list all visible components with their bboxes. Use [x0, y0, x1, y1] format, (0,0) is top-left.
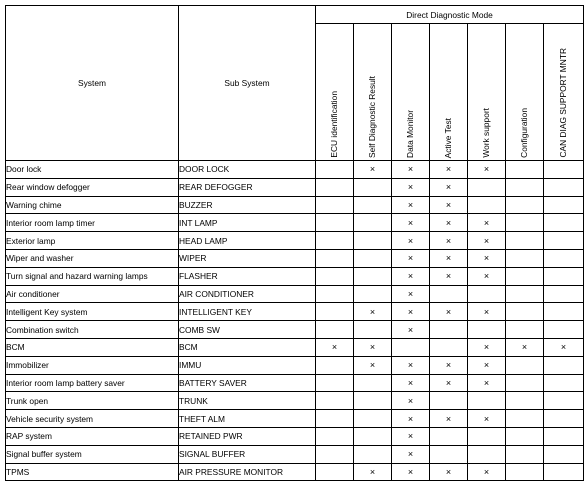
mode-mark-cell	[544, 214, 584, 232]
mode-mark-cell	[354, 410, 392, 428]
mode-mark-cell: ×	[468, 267, 506, 285]
mode-mark-cell: ×	[392, 374, 430, 392]
mode-mark-cell	[506, 303, 544, 321]
mode-mark-cell	[506, 427, 544, 445]
mode-mark-cell	[316, 374, 354, 392]
system-cell: Immobilizer	[6, 356, 179, 374]
mode-mark-cell	[316, 392, 354, 410]
table-row	[6, 392, 584, 410]
mode-header-data-monitor: Data Monitor	[392, 24, 430, 161]
mode-mark-cell: ×	[392, 321, 430, 339]
mode-mark-cell	[316, 285, 354, 303]
mode-mark-cell: ×	[544, 338, 584, 356]
mode-mark-cell: ×	[392, 356, 430, 374]
sub-system-column-header: Sub System	[179, 6, 316, 161]
mode-mark-cell: ×	[392, 249, 430, 267]
mode-mark-cell: ×	[430, 303, 468, 321]
mode-mark-cell: ×	[354, 338, 392, 356]
mode-mark-cell	[506, 321, 544, 339]
system-cell: Air conditioner	[6, 285, 179, 303]
sub-system-cell: AIR CONDITIONER	[179, 285, 316, 303]
mode-mark-cell: ×	[316, 338, 354, 356]
mode-mark-cell: ×	[354, 463, 392, 481]
mode-mark-cell: ×	[392, 161, 430, 179]
mode-mark-cell	[354, 249, 392, 267]
mode-mark-cell: ×	[392, 232, 430, 250]
system-column-header: System	[6, 6, 179, 161]
sub-system-cell: REAR DEFOGGER	[179, 178, 316, 196]
mode-mark-cell	[316, 161, 354, 179]
mode-mark-cell	[506, 463, 544, 481]
mode-mark-cell	[544, 303, 584, 321]
table-row	[6, 267, 584, 285]
mode-mark-cell	[506, 410, 544, 428]
mode-mark-cell: ×	[392, 427, 430, 445]
sub-system-cell: INTELLIGENT KEY	[179, 303, 316, 321]
mode-mark-cell	[430, 285, 468, 303]
mode-mark-cell: ×	[430, 374, 468, 392]
mode-mark-cell	[316, 356, 354, 374]
mode-mark-cell	[354, 374, 392, 392]
table-row	[6, 161, 584, 179]
mode-mark-cell	[468, 321, 506, 339]
mode-mark-cell	[506, 445, 544, 463]
table-row	[6, 321, 584, 339]
system-cell: Signal buffer system	[6, 445, 179, 463]
mode-mark-cell	[354, 232, 392, 250]
mode-header-active-test: Active Test	[430, 24, 468, 161]
table-row	[6, 214, 584, 232]
mode-mark-cell: ×	[392, 267, 430, 285]
mode-mark-cell: ×	[468, 356, 506, 374]
mode-mark-cell	[544, 410, 584, 428]
sub-system-cell: INT LAMP	[179, 214, 316, 232]
mode-mark-cell	[468, 392, 506, 410]
sub-system-cell: BCM	[179, 338, 316, 356]
mode-header-self-diagnostic-result: Self Diagnostic Result	[354, 24, 392, 161]
mode-mark-cell	[430, 321, 468, 339]
mode-mark-cell	[354, 285, 392, 303]
system-cell: Exterior lamp	[6, 232, 179, 250]
table-row	[6, 303, 584, 321]
sub-system-cell: SIGNAL BUFFER	[179, 445, 316, 463]
table-body	[6, 161, 584, 481]
mode-mark-cell: ×	[392, 303, 430, 321]
mode-mark-cell: ×	[468, 374, 506, 392]
mode-mark-cell	[506, 161, 544, 179]
mode-mark-cell	[544, 267, 584, 285]
mode-mark-cell	[544, 463, 584, 481]
mode-mark-cell	[506, 285, 544, 303]
mode-mark-cell: ×	[392, 445, 430, 463]
sub-system-cell: AIR PRESSURE MONITOR	[179, 463, 316, 481]
mode-header-work-support: Work support	[468, 24, 506, 161]
system-cell: Intelligent Key system	[6, 303, 179, 321]
mode-mark-cell: ×	[392, 178, 430, 196]
table-row	[6, 410, 584, 428]
mode-mark-cell	[506, 356, 544, 374]
mode-mark-cell: ×	[392, 392, 430, 410]
mode-mark-cell	[316, 178, 354, 196]
mode-mark-cell	[316, 427, 354, 445]
system-cell: Wiper and washer	[6, 249, 179, 267]
mode-mark-cell	[316, 463, 354, 481]
mode-mark-cell	[316, 445, 354, 463]
mode-mark-cell: ×	[354, 161, 392, 179]
mode-mark-cell	[430, 445, 468, 463]
sub-system-cell: BUZZER	[179, 196, 316, 214]
mode-mark-cell	[544, 445, 584, 463]
mode-mark-cell: ×	[430, 249, 468, 267]
mode-header-configuration: Configuration	[506, 24, 544, 161]
mode-mark-cell	[316, 249, 354, 267]
table-row	[6, 445, 584, 463]
system-cell: TPMS	[6, 463, 179, 481]
table-row	[6, 338, 584, 356]
mode-mark-cell	[316, 196, 354, 214]
mode-mark-cell	[354, 445, 392, 463]
mode-mark-cell	[316, 214, 354, 232]
mode-mark-cell	[506, 267, 544, 285]
mode-mark-cell: ×	[430, 161, 468, 179]
system-cell: Interior room lamp battery saver	[6, 374, 179, 392]
mode-mark-cell	[430, 338, 468, 356]
mode-mark-cell: ×	[392, 410, 430, 428]
table-row	[6, 178, 584, 196]
mode-mark-cell	[506, 392, 544, 410]
mode-mark-cell	[316, 410, 354, 428]
mode-mark-cell	[316, 232, 354, 250]
direct-diagnostic-mode-header: Direct Diagnostic Mode	[316, 6, 584, 24]
mode-mark-cell: ×	[392, 214, 430, 232]
mode-mark-cell: ×	[468, 161, 506, 179]
mode-mark-cell	[506, 214, 544, 232]
mode-mark-cell	[544, 249, 584, 267]
system-cell: Vehicle security system	[6, 410, 179, 428]
table-row	[6, 232, 584, 250]
table-row	[6, 196, 584, 214]
system-cell: Rear window defogger	[6, 178, 179, 196]
mode-header-can-diag-support-mntr: CAN DIAG SUPPORT MNTR	[544, 24, 584, 161]
mode-mark-cell	[544, 196, 584, 214]
mode-mark-cell	[468, 285, 506, 303]
mode-mark-cell	[506, 232, 544, 250]
sub-system-cell: DOOR LOCK	[179, 161, 316, 179]
table-row	[6, 285, 584, 303]
mode-mark-cell: ×	[430, 410, 468, 428]
sub-system-cell: BATTERY SAVER	[179, 374, 316, 392]
mode-mark-cell	[354, 267, 392, 285]
system-cell: RAP system	[6, 427, 179, 445]
mode-mark-cell: ×	[354, 356, 392, 374]
sub-system-cell: IMMU	[179, 356, 316, 374]
mode-mark-cell: ×	[468, 303, 506, 321]
mode-mark-cell: ×	[430, 463, 468, 481]
sub-system-cell: RETAINED PWR	[179, 427, 316, 445]
mode-mark-cell	[544, 427, 584, 445]
mode-mark-cell: ×	[468, 410, 506, 428]
header-row-top	[6, 6, 584, 24]
mode-mark-cell	[354, 321, 392, 339]
sub-system-cell: FLASHER	[179, 267, 316, 285]
mode-header-ecu-identification: ECU identification	[316, 24, 354, 161]
mode-mark-cell	[316, 321, 354, 339]
table-row	[6, 356, 584, 374]
system-cell: Warning chime	[6, 196, 179, 214]
mode-mark-cell	[506, 178, 544, 196]
mode-mark-cell: ×	[354, 303, 392, 321]
mode-mark-cell	[316, 267, 354, 285]
mode-mark-cell	[506, 196, 544, 214]
mode-mark-cell: ×	[430, 214, 468, 232]
sub-system-cell: THEFT ALM	[179, 410, 316, 428]
mode-mark-cell: ×	[430, 196, 468, 214]
mode-mark-cell: ×	[430, 356, 468, 374]
mode-mark-cell	[544, 161, 584, 179]
mode-mark-cell	[468, 445, 506, 463]
mode-mark-cell	[354, 392, 392, 410]
mode-mark-cell	[354, 196, 392, 214]
mode-mark-cell	[468, 427, 506, 445]
mode-mark-cell: ×	[392, 196, 430, 214]
mode-mark-cell	[430, 392, 468, 410]
table-row	[6, 249, 584, 267]
mode-mark-cell	[544, 285, 584, 303]
mode-mark-cell	[544, 374, 584, 392]
mode-mark-cell	[354, 214, 392, 232]
mode-mark-cell	[506, 249, 544, 267]
mode-mark-cell: ×	[468, 249, 506, 267]
mode-mark-cell: ×	[430, 232, 468, 250]
system-cell: BCM	[6, 338, 179, 356]
system-cell: Turn signal and hazard warning lamps	[6, 267, 179, 285]
mode-mark-cell: ×	[430, 267, 468, 285]
mode-mark-cell: ×	[468, 338, 506, 356]
mode-mark-cell: ×	[506, 338, 544, 356]
mode-mark-cell	[506, 374, 544, 392]
mode-mark-cell	[392, 338, 430, 356]
sub-system-cell: COMB SW	[179, 321, 316, 339]
table-row	[6, 374, 584, 392]
mode-mark-cell	[468, 178, 506, 196]
sub-system-cell: TRUNK	[179, 392, 316, 410]
mode-mark-cell: ×	[468, 232, 506, 250]
mode-mark-cell: ×	[430, 178, 468, 196]
mode-mark-cell: ×	[392, 285, 430, 303]
mode-mark-cell	[316, 303, 354, 321]
table-row	[6, 427, 584, 445]
mode-mark-cell: ×	[468, 214, 506, 232]
mode-mark-cell	[468, 196, 506, 214]
mode-mark-cell	[354, 427, 392, 445]
sub-system-cell: WIPER	[179, 249, 316, 267]
mode-mark-cell	[544, 232, 584, 250]
mode-mark-cell	[354, 178, 392, 196]
system-cell: Interior room lamp timer	[6, 214, 179, 232]
mode-mark-cell: ×	[392, 463, 430, 481]
mode-mark-cell	[430, 427, 468, 445]
table-row	[6, 463, 584, 481]
mode-mark-cell	[544, 178, 584, 196]
mode-mark-cell	[544, 356, 584, 374]
mode-mark-cell: ×	[468, 463, 506, 481]
system-cell: Door lock	[6, 161, 179, 179]
sub-system-cell: HEAD LAMP	[179, 232, 316, 250]
system-cell: Trunk open	[6, 392, 179, 410]
mode-mark-cell	[544, 392, 584, 410]
system-cell: Combination switch	[6, 321, 179, 339]
diagnostic-mode-table	[5, 5, 584, 481]
mode-mark-cell	[544, 321, 584, 339]
